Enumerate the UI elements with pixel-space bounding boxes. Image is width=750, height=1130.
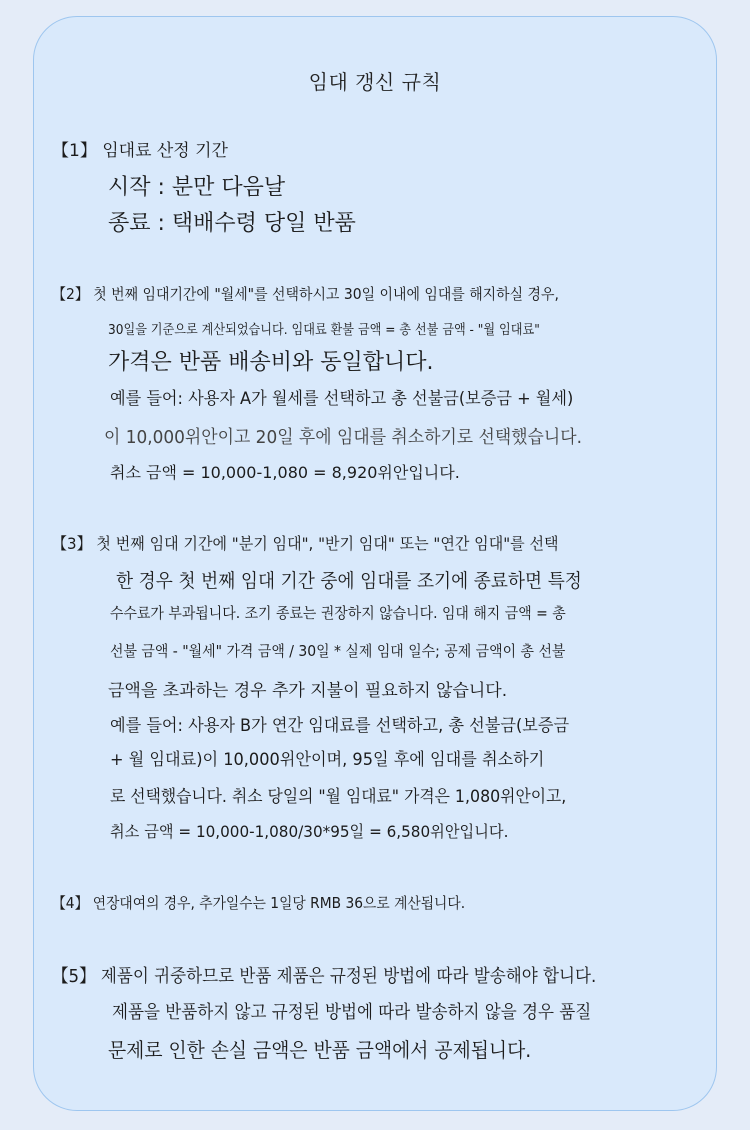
section2-line5: 이 10,000위안이고 20일 후에 임대를 취소하기로 선택했습니다. xyxy=(104,427,582,448)
section5-line2: 제품을 반품하지 않고 규정된 방법에 따라 발송하지 않을 경우 품질 xyxy=(112,1002,592,1023)
section2-line1: 【2】 첫 번째 임대기간에 "월세"를 선택하시고 30일 이내에 임대를 해지하실 경우, xyxy=(52,285,559,303)
section3-line1: 【3】 첫 번째 임대 기간에 "분기 임대", "반기 임대" 또는 "연간 임대"를 선택 xyxy=(52,534,559,553)
section2-line2: 30일을 기준으로 계산되었습니다. 임대료 환불 금액 = 총 선불 금액 - "월 임대료" xyxy=(108,322,540,338)
section1-end: 종료 : 택배수령 당일 반품 xyxy=(108,211,356,236)
section2-line3: 가격은 반품 배송비와 동일합니다. xyxy=(108,350,434,375)
section4-line1: 【4】 연장대여의 경우, 추가일수는 1일당 RMB 36으로 계산됩니다. xyxy=(52,894,466,912)
section3-line9: 취소 금액 = 10,000-1,080/30*95일 = 6,580위안입니다. xyxy=(110,822,509,841)
section3-line6: 예를 들어: 사용자 B가 연간 임대료를 선택하고, 총 선불금(보증금 xyxy=(110,716,570,736)
section1-start: 시작 : 분만 다음날 xyxy=(108,175,286,200)
page-title: 임대 갱신 규칙 xyxy=(308,70,442,94)
section5-line3: 문제로 인한 손실 금액은 반품 금액에서 공제됩니다. xyxy=(108,1038,532,1062)
section3-line3: 수수료가 부과됩니다. 조기 종료는 권장하지 않습니다. 임대 해지 금액 = 총 xyxy=(110,604,566,622)
section1-heading: 【1】 임대료 산정 기간 xyxy=(52,141,228,161)
section2-line4: 예를 들어: 사용자 A가 월세를 선택하고 총 선불금(보증금 + 월세) xyxy=(110,389,574,409)
section3-line7: + 월 임대료)이 10,000위안이며, 95일 후에 임대를 취소하기 xyxy=(110,750,545,770)
section3-line5: 금액을 초과하는 경우 추가 지불이 필요하지 않습니다. xyxy=(108,681,508,701)
section5-line1: 【5】 제품이 귀중하므로 반품 제품은 규정된 방법에 따라 발송해야 합니다. xyxy=(52,966,597,987)
section3-line4: 선불 금액 - "월세" 가격 금액 / 30일 * 실제 임대 일수; 공제 금액이 총 선불 xyxy=(110,642,566,660)
section2-line6: 취소 금액 = 10,000-1,080 = 8,920위안입니다. xyxy=(110,463,460,482)
section3-line2: 한 경우 첫 번째 임대 기간 중에 임대를 조기에 종료하면 특정 xyxy=(116,570,582,592)
section3-line8: 로 선택했습니다. 취소 당일의 "월 임대료" 가격은 1,080위안이고, xyxy=(110,787,567,807)
